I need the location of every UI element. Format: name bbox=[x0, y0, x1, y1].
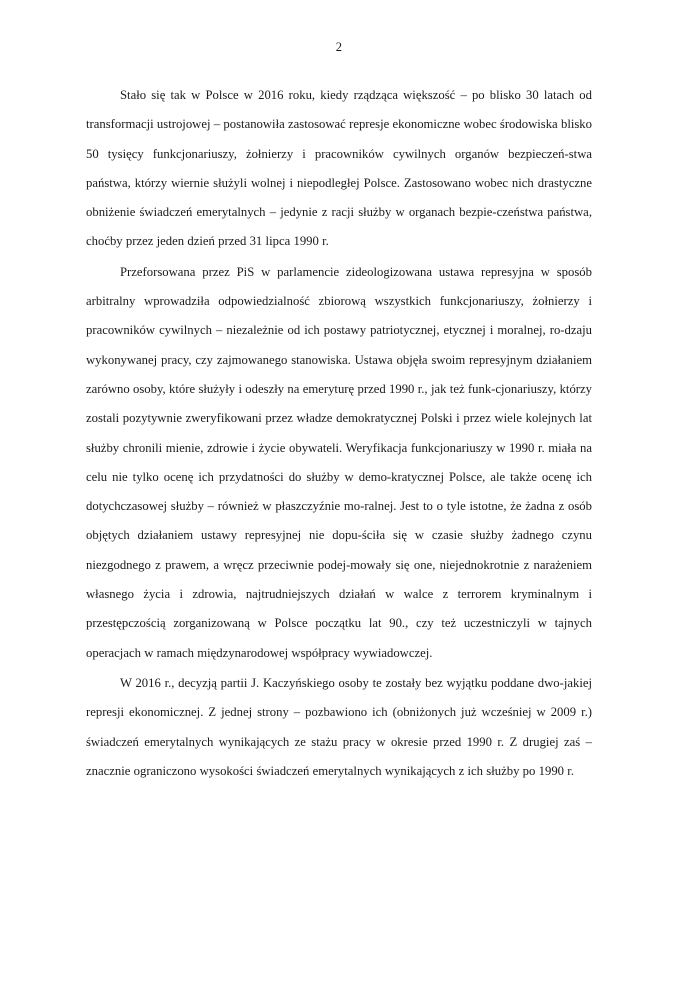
paragraph: W 2016 r., decyzją partii J. Kaczyńskiego osoby te zostały bez wyjątku poddane dwo-jakiej represji ekonomicznej. Z jednej strony – pozbawiono ich (obniżonych już wcześniej w 2009 r.) świadczeń emerytalnych wynikających ze stażu pracy w okresie przed 1990 r. Z drugiej zaś – znacznie ograniczono wysokości świadczeń emerytalnych wynikających z ich służby po 1990 r. bbox=[86, 675, 592, 778]
paragraph: Przeforsowana przez PiS w parlamencie zideologizowana ustawa represyjna w sposób arbitralny wprowadziła odpowiedzialność zbiorową wszystkich funkcjonariuszy, żołnierzy i pracowników cywilnych – niezależnie od ich postawy patriotycznej, etycznej i moralnej, ro-dzaju wykonywanej pracy, czy zajmowanego stanowiska. Ustawa objęła swoim represyjnym działaniem zarówno osoby, które służyły i odeszły na emeryturę przed 1990 r., jak też funk-cjonariuszy, którzy zostali pozytywnie zweryfikowani przez władze demokratycznej Polski i przez wiele kolejnych lat służby chronili mienie, zdrowie i życie obywateli. Weryfikacja funkcjonariuszy w 1990 r. miała na celu nie tylko ocenę ich przydatności do służby w demo-kratycznej Polsce, ale także ocenę ich dotychczasowej służby – również w płaszczyźnie mo-ralnej. Jest to o tyle istotne, że żadna z osób objętych działaniem ustawy represyjnej nie dopu-ściła się w czasie służby żadnego czynu niezgodnego z prawem, a wręcz przeciwnie podej-mowały się one, niejednokrotnie z narażeniem własnego życia i zdrowia, najtrudniejszych działań w walce z terrorem kryminalnym i przestępczością zorganizowaną w Polsce początku lat 90., czy też uczestniczyli w tajnych operacjach w ramach międzynarodowej współpracy wywiadowczej. bbox=[86, 264, 592, 660]
page-number: 2 bbox=[335, 40, 343, 54]
document-page bbox=[0, 40, 678, 1000]
paragraph: Stało się tak w Polsce w 2016 roku, kiedy rządząca większość – po blisko 30 latach od transformacji ustrojowej – postanowiła zastosować represje ekonomiczne wobec środowiska blisko 50 tysięcy funkcjonariuszy, żołnierzy i pracowników cywilnych organów bezpieczeń-stwa państwa, którzy wiernie służyli wolnej i niepodległej Polsce. Zastosowano wobec nich drastyczne obniżenie świadczeń emerytalnych – jedynie z racji służby w organach bezpie-czeństwa państwa, choćby przez jeden dzień przed 31 lipca 1990 r. bbox=[86, 88, 592, 249]
document-body bbox=[86, 55, 592, 786]
